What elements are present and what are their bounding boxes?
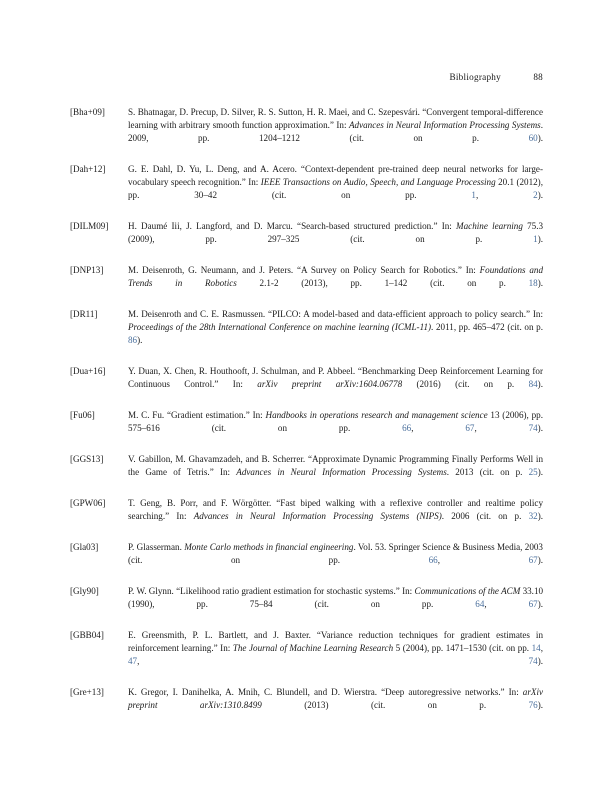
cited-page-link[interactable]: 60 — [528, 133, 538, 143]
cited-page-link[interactable]: 76 — [528, 700, 538, 710]
entry-in-label: In: — [232, 379, 243, 389]
bibliography-entry-key: [Fu06] — [70, 410, 95, 420]
cited-page-link[interactable]: 47 — [128, 656, 138, 666]
bibliography-entry-key: [DNP13] — [70, 265, 104, 275]
entry-detail: (2013) — [261, 700, 329, 710]
entry-detail: 13 (2006), pp. 575–616 — [128, 410, 543, 433]
cited-page-link[interactable]: 1 — [533, 234, 538, 244]
bibliography-entry-body — [128, 365, 543, 404]
entry-title: “Search-based structured prediction.” — [297, 221, 438, 231]
bibliography-entry-body — [128, 686, 543, 725]
bibliography-entry-key: [Gla03] — [70, 542, 99, 552]
entry-in-label: In: — [402, 586, 413, 596]
entry-in-label: In: — [248, 177, 259, 187]
cited-page-link[interactable]: 67 — [465, 423, 475, 433]
bibliography-entry-key: [Dua+16] — [70, 366, 106, 376]
header-title: Bibliography — [449, 72, 501, 82]
entry-detail: . 2006 — [441, 511, 470, 521]
entry-venue: Monte Carlo methods in financial engineering — [184, 542, 354, 552]
cited-page-link[interactable]: 66 — [428, 555, 438, 565]
entry-cited-suffix: ). — [537, 467, 544, 477]
entry-authors: H. Daumé Iii, J. Langford, and D. Marcu. — [128, 221, 293, 231]
bibliography-entry-key: [Gre+13] — [70, 687, 104, 697]
entry-detail: 20.1 (2012), pp. 30–42 — [128, 177, 543, 200]
entry-venue: Foundations and Trends in Robotics — [128, 265, 543, 288]
bibliography-entry-body — [128, 106, 543, 158]
bibliography-entry — [70, 220, 543, 259]
entry-in-label: In: — [532, 309, 543, 319]
entry-cited-prefix: (cit. on pp. — [489, 643, 530, 653]
bibliography-entry-key: [Dah+12] — [70, 164, 106, 174]
entry-in-label: In: — [441, 221, 452, 231]
entry-cited-prefix: (cit. on p. — [507, 322, 543, 332]
entry-cited-suffix: ). — [537, 511, 543, 521]
entry-detail: . 2011, pp. 465–472 — [431, 322, 505, 332]
bibliography-entry-key: [Gly90] — [70, 586, 99, 596]
entry-cited-prefix: (cit. on pp. — [128, 555, 341, 565]
cited-page-link[interactable]: 74 — [528, 423, 538, 433]
entry-authors: Y. Duan, X. Chen, R. Houthooft, J. Schulman, and P. Abbeel. — [128, 366, 356, 376]
entry-title: “Approximate Dynamic Programming Finally Performs Well in the Game of Tetris.” — [128, 454, 544, 477]
bibliography-entry — [70, 308, 543, 360]
entry-cited-suffix: ). — [537, 656, 543, 666]
entry-authors: P. W. Glynn. — [128, 586, 174, 596]
entry-authors: P. Glasserman. — [128, 542, 182, 552]
bibliography-entry-key: [DR11] — [70, 309, 98, 319]
entry-title: “Likelihood ratio gradient estimation for stochastic systems.” — [176, 586, 400, 596]
entry-cited-suffix: ). — [537, 599, 544, 609]
entry-venue: Advances in Neural Information Processing Systems — [236, 467, 447, 477]
entry-cited-suffix: ). — [537, 700, 543, 710]
entry-venue: Advances in Neural Information Processing Systems — [348, 120, 541, 130]
entry-in-label: In: — [220, 643, 231, 653]
entry-venue: Proceedings of the 28th International Conference on machine learning (ICML-11) — [128, 322, 432, 332]
entry-cited-prefix: (cit. on p. — [430, 278, 506, 288]
entry-cited-suffix: ). — [537, 423, 543, 433]
bibliography-entry — [70, 453, 543, 492]
cited-page-link[interactable]: 2 — [533, 190, 538, 200]
entry-detail: 33.10 (1990), pp. 75–84 — [128, 586, 544, 609]
entry-in-label: In: — [176, 511, 187, 521]
entry-title: “Convergent temporal-difference learning with arbitrary smooth function approximation.” — [128, 107, 543, 130]
entry-detail: 5 (2004), pp. 1471–1530 — [393, 643, 487, 653]
bibliography-entry — [70, 409, 543, 448]
cited-page-link[interactable]: 84 — [528, 379, 538, 389]
entry-cited-prefix: (cit. on p. — [476, 511, 522, 521]
entry-authors: M. Deisenroth, G. Neumann, and J. Peters. — [128, 265, 294, 275]
entry-cited-suffix: ). — [537, 133, 543, 143]
entry-cited-prefix: (cit. on p. — [350, 234, 483, 244]
entry-venue: Advances in Neural Information Processing Systems (NIPS) — [193, 511, 442, 521]
entry-title: “A Survey on Policy Search for Robotics.” — [296, 265, 462, 275]
entry-in-label: In: — [508, 687, 519, 697]
entry-venue: IEEE Transactions on Audio, Speech, and Language Processing — [260, 177, 496, 187]
entry-venue: The Journal of Machine Learning Research — [232, 643, 394, 653]
entry-authors: M. C. Fu. — [128, 410, 165, 420]
header-page-number: 88 — [533, 72, 543, 82]
entry-in-label: In: — [252, 410, 263, 420]
running-header — [70, 72, 543, 82]
bibliography-entry-body — [128, 497, 543, 536]
entry-cited-suffix: ). — [537, 234, 544, 244]
bibliography-entry-key: [Bha+09] — [70, 107, 105, 117]
entry-authors: E. Greensmith, P. L. Bartlett, and J. Baxter. — [128, 630, 311, 640]
bibliography-entry-key: [GGS13] — [70, 454, 104, 464]
bibliography-entry — [70, 686, 543, 725]
entry-detail: 2.1-2 (2013), pp. 1–142 — [236, 278, 408, 288]
entry-authors: S. Bhatnagar, D. Precup, D. Silver, R. S. Sutton, H. R. Maei, and C. Szepesvári. — [128, 107, 420, 117]
bibliography-entry-key: [GBB04] — [70, 630, 104, 640]
entry-title: “PILCO: A model-based and data-efficient approach to policy search.” — [268, 309, 530, 319]
bibliography-entry-body: G. E. Dahl, D. Yu, L. Deng, and A. Acero. “Context-dependent pre-trained deep neural networks for large-vocabulary speech recognition.” In: IEEE Transactions on Audio, Speech, and Language Processing 20.1 (2012), pp. 30–42 (cit. on pp. 1, 2). — [128, 164, 543, 200]
entry-title: “Deep autoregressive networks.” — [381, 687, 505, 697]
entry-title: “Context-dependent pre-trained deep neural networks for large-vocabulary speech recognition.” — [128, 164, 543, 187]
entry-title: “Gradient estimation.” — [166, 410, 250, 420]
bibliography-entry-body: P. W. Glynn. “Likelihood ratio gradient estimation for stochastic systems.” In: Communications of the ACM 33.10 (1990), pp. 75–84 (cit. on pp. 64, 67). — [128, 586, 544, 609]
entry-cited-prefix: (cit. on p. — [370, 700, 487, 710]
cited-page-link[interactable]: 1 — [471, 190, 476, 200]
bibliography-entry — [70, 629, 543, 681]
entry-cited-suffix: ). — [137, 335, 143, 345]
bibliography-entry-body — [128, 264, 543, 303]
entry-detail: (2016) — [402, 379, 441, 389]
entry-in-label: In: — [336, 120, 347, 130]
entry-cited-suffix: ). — [537, 555, 543, 565]
bibliography-entry-key: [GPW06] — [70, 498, 106, 508]
cited-page-link[interactable]: 67 — [528, 555, 538, 565]
cited-page-link[interactable]: 25 — [528, 467, 538, 477]
entry-detail: . 2013 — [446, 467, 474, 477]
bibliography-entry — [70, 264, 543, 303]
bibliography-entry-body — [128, 308, 543, 360]
entry-authors: G. E. Dahl, D. Yu, L. Deng, and A. Acero. — [128, 164, 297, 174]
entry-cited-suffix: ). — [537, 379, 543, 389]
entry-cited-suffix: ). — [537, 278, 544, 288]
bibliography-entry-body: P. Glasserman. Monte Carlo methods in financial engineering. Vol. 53. Springer Science & Business Media, 2003 (cit. on pp. 66, 67). — [128, 542, 543, 565]
entry-cited-prefix: (cit. on pp. — [314, 599, 434, 609]
entry-venue: Communications of the ACM — [414, 586, 521, 596]
entry-detail: . 2009, pp. 1204–1212 — [128, 120, 543, 143]
bibliography-entry — [70, 365, 543, 404]
entry-title: “Benchmarking Deep Reinforcement Learning for Continuous Control.” — [128, 366, 543, 389]
entry-venue: Handbooks in operations research and management science — [265, 410, 488, 420]
entry-in-label: In: — [219, 467, 231, 477]
entry-authors: T. Geng, B. Porr, and F. Wörgötter. — [128, 498, 272, 508]
entry-venue: arXiv preprint arXiv:1310.8499 — [128, 687, 544, 710]
bibliography-entry — [70, 585, 543, 624]
cited-page-link[interactable]: 86 — [128, 335, 138, 345]
cited-page-link[interactable]: 66 — [402, 423, 412, 433]
entry-venue: Machine learning — [456, 221, 523, 231]
cited-page-link[interactable]: 32 — [528, 511, 538, 521]
cited-page-link[interactable]: 67 — [528, 599, 538, 609]
entry-cited-prefix: (cit. on p. — [349, 133, 479, 143]
entry-authors: M. Deisenroth and C. E. Rasmussen. — [128, 309, 266, 319]
bibliography-entry-body: M. C. Fu. “Gradient estimation.” In: Handbooks in operations research and management science 13 (2006), pp. 575–616 (cit. on pp. 66, 67, 74). — [128, 410, 543, 433]
bibliography-entry-body — [128, 453, 543, 492]
entry-cited-prefix: (cit. on p. — [479, 467, 523, 477]
bibliography-entry-body — [128, 220, 543, 259]
entry-cited-suffix: ). — [537, 190, 543, 200]
entry-cited-prefix: (cit. on pp. — [211, 423, 351, 433]
bibliography-entry — [70, 163, 543, 215]
entry-cited-prefix: (cit. on pp. — [271, 190, 417, 200]
bibliography-entry-key: [DILM09] — [70, 221, 109, 231]
entry-title: “Fast biped walking with a reflexive controller and realtime policy searching.” — [128, 498, 543, 521]
entry-title: “Variance reduction techniques for gradient estimates in reinforcement learning.” — [128, 630, 543, 653]
entry-authors: K. Gregor, I. Danihelka, A. Mnih, C. Blundell, and D. Wierstra. — [128, 687, 378, 697]
entry-detail: . Vol. 53. Springer Science & Business Media, 2003 — [353, 542, 543, 552]
bibliography-entry — [70, 541, 543, 580]
entry-authors: V. Gabillon, M. Ghavamzadeh, and B. Scherrer. — [128, 454, 306, 464]
cited-page-link[interactable]: 14 — [531, 643, 541, 653]
bibliography-entry — [70, 106, 543, 158]
bibliography-list — [70, 106, 543, 725]
cited-page-link[interactable]: 18 — [528, 278, 538, 288]
entry-venue: arXiv preprint arXiv:1604.06778 — [257, 379, 403, 389]
bibliography-entry-body: E. Greensmith, P. L. Bartlett, and J. Baxter. “Variance reduction techniques for gradient estimates in reinforcement learning.” In: The Journal of Machine Learning Research 5 (2004), pp. 1471–1530 (cit. on pp. 14, 47, 74). — [128, 630, 543, 666]
entry-cited-prefix: (cit. on p. — [455, 379, 515, 389]
bibliography-entry — [70, 497, 543, 536]
cited-page-link[interactable]: 74 — [528, 656, 538, 666]
entry-detail: 75.3 (2009), pp. 297–325 — [128, 221, 544, 244]
entry-in-label: In: — [465, 265, 476, 275]
cited-page-link[interactable]: 64 — [475, 599, 485, 609]
